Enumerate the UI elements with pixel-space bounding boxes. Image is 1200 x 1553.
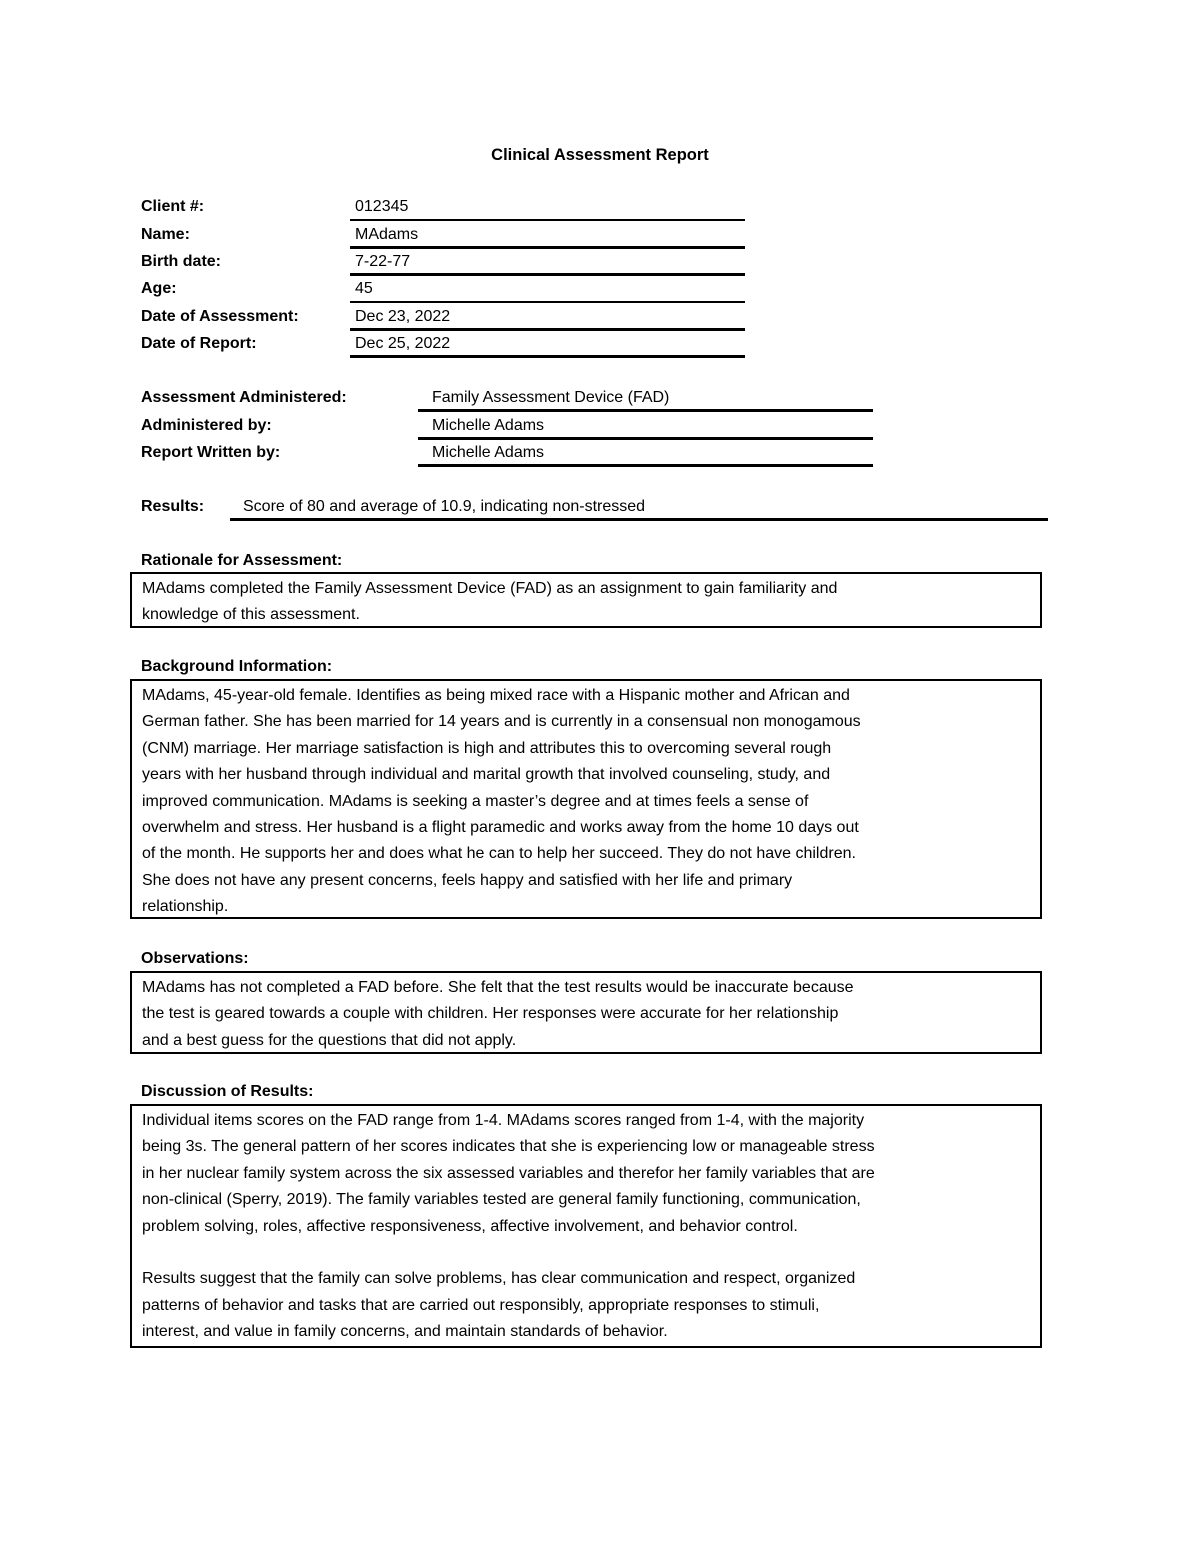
text-line: MAdams, 45-year-old female. Identifies as being mixed race with a Hispanic mother and African and — [142, 687, 850, 704]
observations-heading: Observations: — [141, 950, 249, 967]
underline — [350, 355, 745, 358]
background-box — [130, 679, 1042, 919]
report-written-by-label: Report Written by: — [141, 444, 281, 461]
results-value: Score of 80 and average of 10.9, indicating non-stressed — [243, 498, 646, 515]
text-line: the test is geared towards a couple with children. Her responses were accurate for her relationship — [142, 1005, 839, 1023]
client-number-label: Client #: — [141, 198, 205, 215]
text-line: Results suggest that the family can solve problems, has clear communication and respect, organized — [142, 1270, 856, 1288]
text-line: and a best guess for the questions that did not apply. — [142, 1031, 517, 1049]
text-line: improved communication. MAdams is seeking a master’s degree and at times feels a sense of — [142, 792, 809, 810]
underline — [418, 437, 873, 440]
age-label: Age: — [141, 280, 177, 297]
administered-by-value: Michelle Adams — [432, 417, 545, 434]
text-line: Individual items scores on the FAD range from 1-4. MAdams scores ranged from 1-4, with the majority — [142, 1112, 865, 1129]
underline — [350, 273, 745, 276]
assessment-administered-label: Assessment Administered: — [141, 389, 347, 406]
text-line: interest, and value in family concerns, and maintain standards of behavior. — [142, 1323, 668, 1341]
text-line: MAdams completed the Family Assessment Device (FAD) as an assignment to gain familiarity and — [142, 580, 838, 597]
text-line: years with her husband through individual and marital growth that involved counseling, study, and — [142, 766, 831, 784]
underline — [350, 246, 745, 249]
results-label: Results: — [141, 498, 205, 515]
assessment-administered-value: Family Assessment Device (FAD) — [432, 389, 670, 406]
birth-date-label: Birth date: — [141, 253, 221, 270]
text-line: non-clinical (Sperry, 2019). The family variables tested are general family functioning, communication, — [142, 1191, 861, 1209]
assessment-date-label: Date of Assessment: — [141, 308, 299, 325]
paragraph-gap — [142, 1240, 1040, 1266]
text-line: relationship. — [142, 898, 229, 916]
underline — [350, 219, 745, 221]
text-line: German father. She has been married for 14 years and is currently in a consensual non monogamous — [142, 713, 861, 731]
text-line: (CNM) marriage. Her marriage satisfaction is high and attributes this to overcoming several rough — [142, 739, 832, 757]
underline — [418, 409, 873, 412]
text-line: patterns of behavior and tasks that are carried out responsibly, appropriate responses to stimuli, — [142, 1296, 820, 1314]
rationale-box — [130, 572, 1042, 628]
age-value: 45 — [355, 280, 373, 297]
discussion-heading: Discussion of Results: — [141, 1083, 314, 1100]
rationale-heading: Rationale for Assessment: — [141, 552, 343, 569]
birth-date-value: 7-22-77 — [355, 253, 411, 270]
text-line: in her nuclear family system across the six assessed variables and therefor her family variables that are — [142, 1164, 875, 1182]
observations-box — [130, 971, 1042, 1054]
underline — [230, 518, 1048, 521]
administered-by-label: Administered by: — [141, 417, 272, 434]
report-date-value: Dec 25, 2022 — [355, 335, 451, 352]
text-line: She does not have any present concerns, feels happy and satisfied with her life and primary — [142, 871, 793, 889]
text-line: being 3s. The general pattern of her scores indicates that she is experiencing low or manageable stress — [142, 1138, 875, 1156]
underline — [350, 301, 745, 303]
report-written-by-value: Michelle Adams — [432, 444, 545, 461]
client-number-value: 012345 — [355, 198, 409, 215]
report-date-label: Date of Report: — [141, 335, 257, 352]
text-line: MAdams has not completed a FAD before. She felt that the test results would be inaccurate because — [142, 979, 854, 996]
report-title: Clinical Assessment Report — [491, 146, 709, 164]
text-line: of the month. He supports her and does what he can to help her succeed. They do not have children. — [142, 845, 856, 863]
background-heading: Background Information: — [141, 658, 333, 675]
underline — [350, 328, 745, 331]
text-line: knowledge of this assessment. — [142, 606, 360, 624]
discussion-box — [130, 1104, 1042, 1348]
text-line: overwhelm and stress. Her husband is a flight paramedic and works away from the home 10 days out — [142, 818, 859, 836]
assessment-date-value: Dec 23, 2022 — [355, 308, 451, 325]
name-value: MAdams — [355, 226, 419, 243]
text-line: problem solving, roles, affective responsiveness, affective involvement, and behavior control. — [142, 1217, 798, 1235]
name-label: Name: — [141, 226, 190, 243]
underline — [418, 464, 873, 467]
